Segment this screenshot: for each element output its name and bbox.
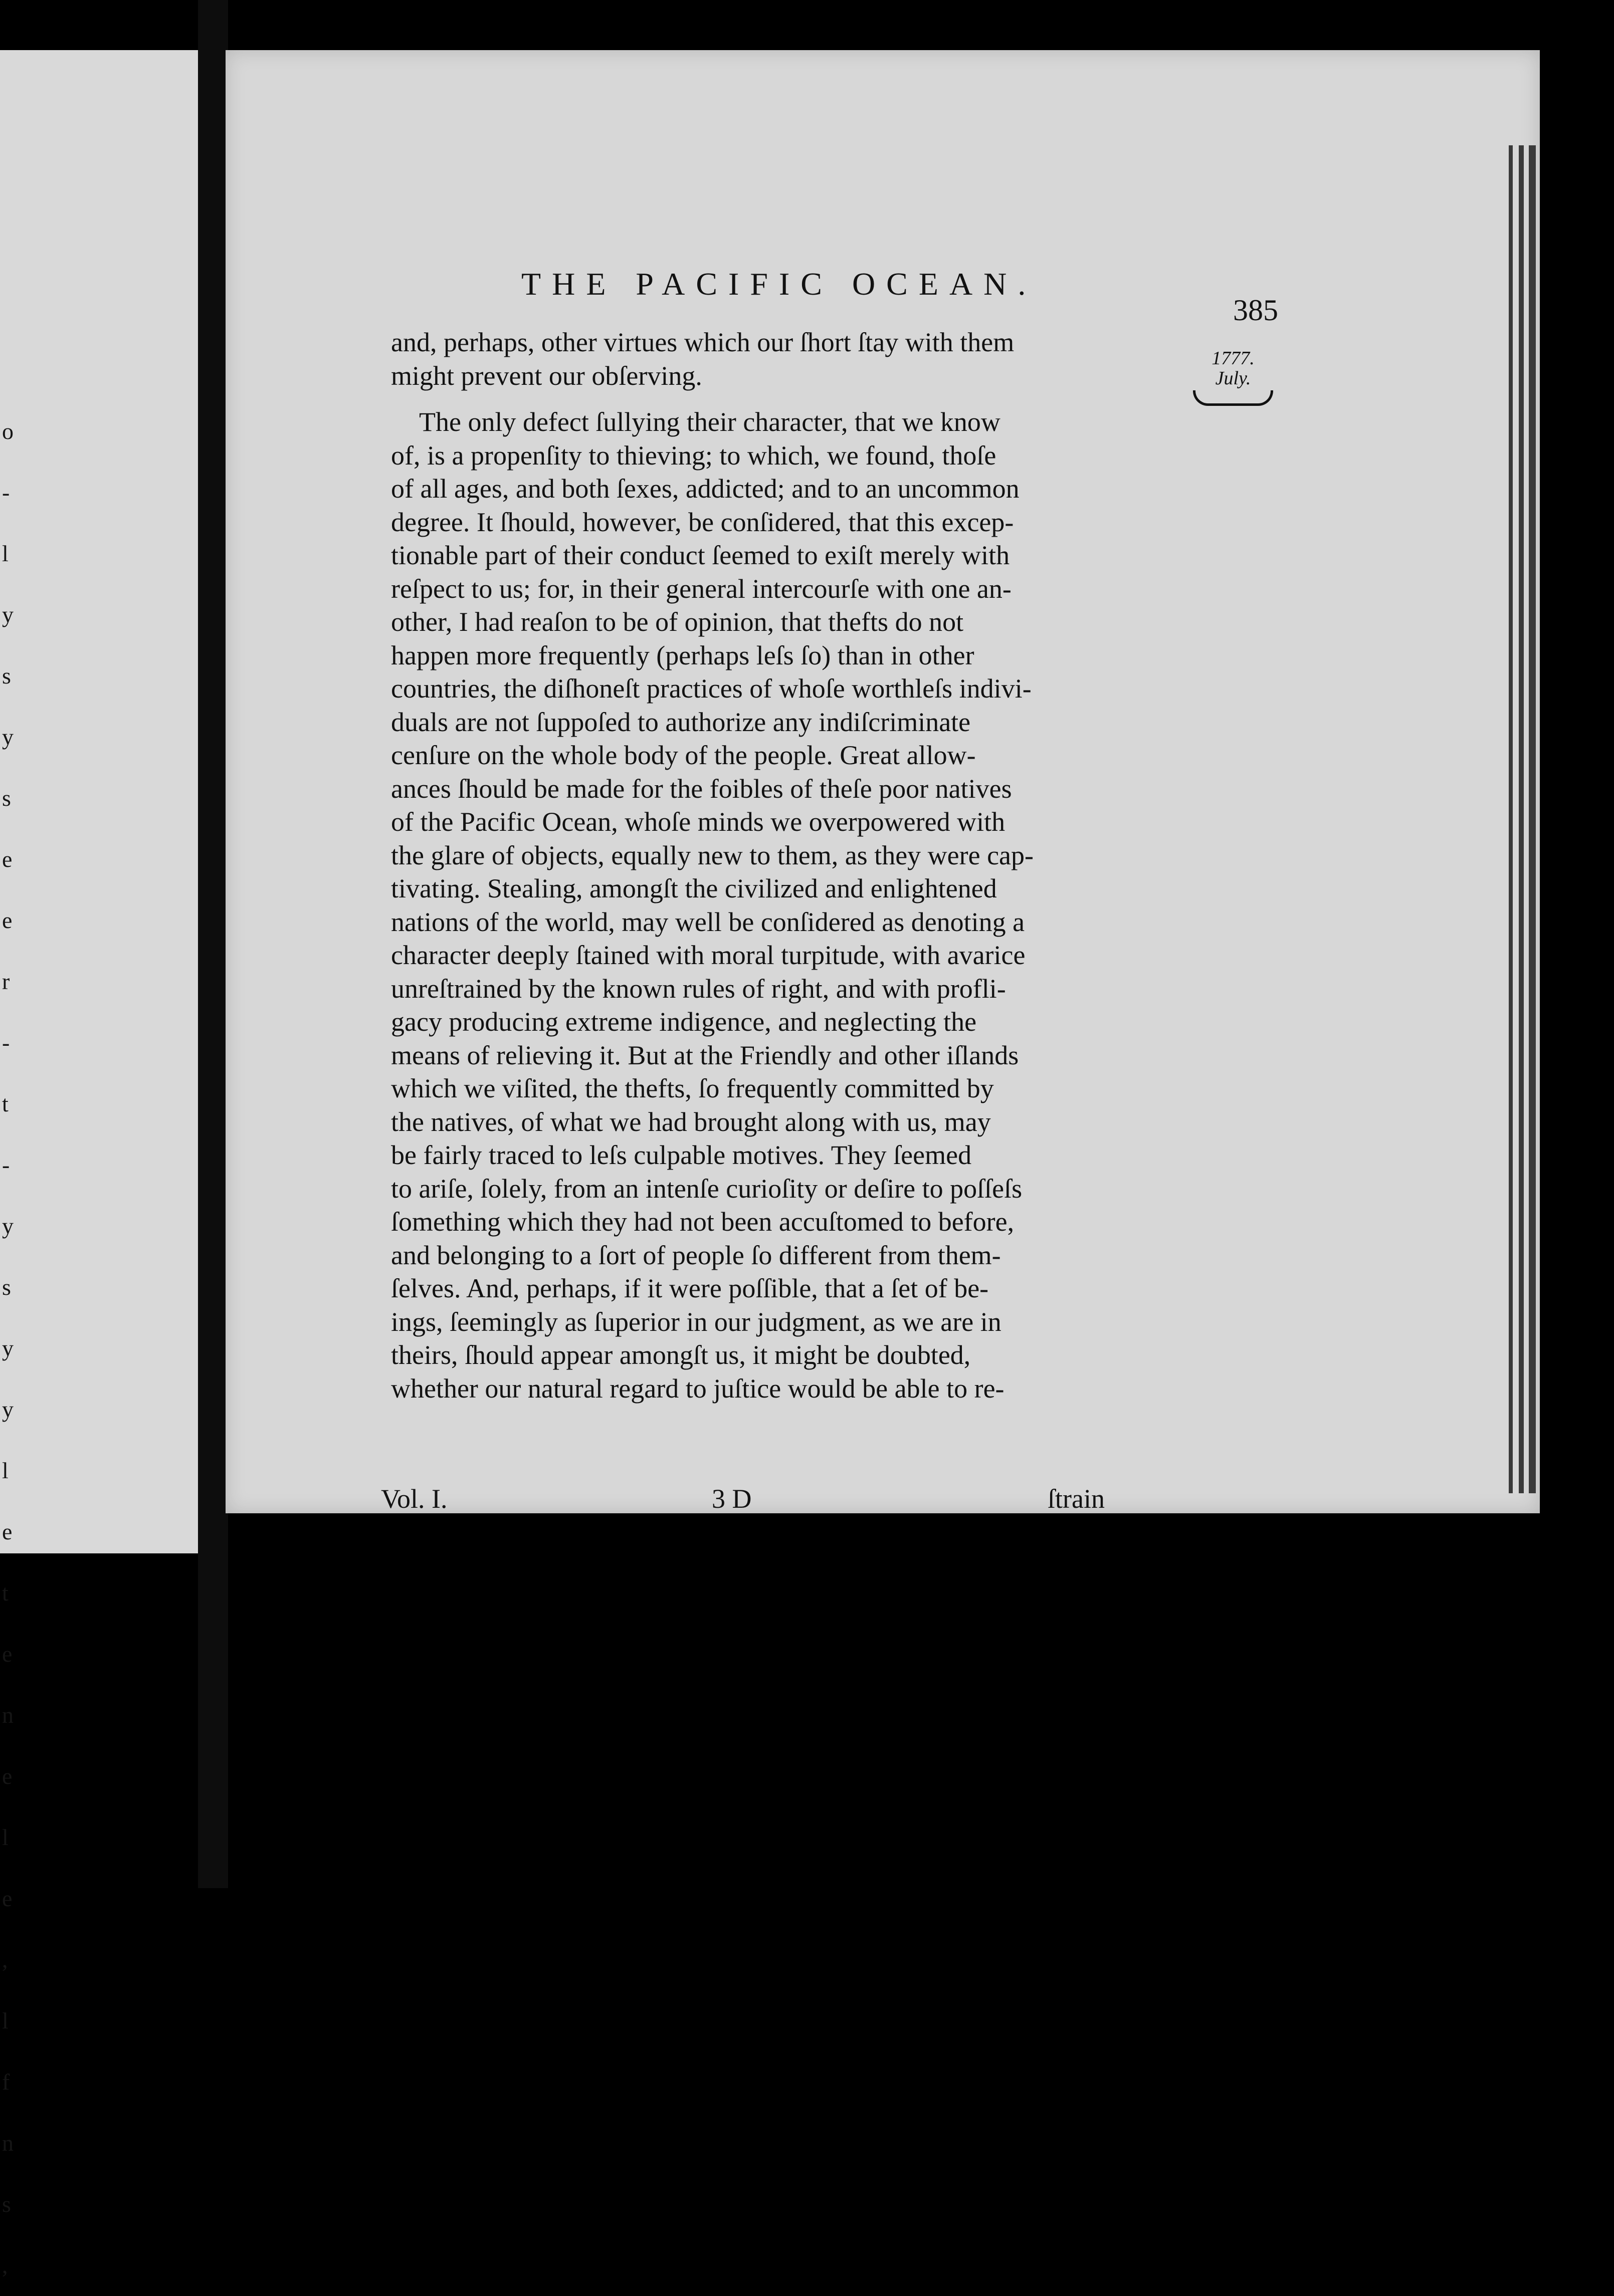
text-line: means of relieving it. But at the Friendly and other iſlands — [391, 1040, 1019, 1070]
facing-page-fragment: t — [2, 1091, 9, 1116]
facing-page-fragment: r — [2, 969, 10, 994]
text-line: of the Pacific Ocean, whoſe minds we overpowered with — [391, 807, 1005, 837]
running-head: THE PACIFIC OCEAN. — [521, 266, 1037, 302]
body-text — [391, 326, 1153, 1405]
text-line: duals are not ſuppoſed to authorize any indiſcriminate — [391, 707, 971, 737]
facing-page-fragment: e — [2, 1519, 13, 1544]
facing-page-fragment: e — [2, 1763, 13, 1789]
volume-label: Vol. I. — [381, 1484, 448, 1514]
margin-year: 1777. — [1212, 348, 1255, 369]
facing-page-fragment: y — [2, 1397, 14, 1422]
text-line: ings, ſeemingly as ſuperior in our judgment, as we are in — [391, 1306, 1001, 1337]
text-line: which we viſited, the thefts, ſo frequently committed by — [391, 1073, 994, 1103]
page-edge-line — [1509, 145, 1513, 1493]
text-line: character deeply ſtained with moral turpitude, with avarice — [391, 940, 1026, 970]
facing-page-fragment: l — [2, 1824, 9, 1850]
text-line: the natives, of what we had brought along with us, may — [391, 1106, 991, 1137]
margin-brace — [1193, 390, 1273, 406]
facing-page-fragment: - — [2, 1152, 10, 1178]
facing-page-fragment: n — [2, 2130, 14, 2156]
text-line: unreſtrained by the known rules of right, and with profli- — [391, 973, 1006, 1004]
facing-page-fragment: e — [2, 907, 13, 933]
text-line: ſomething which they had not been accuſtomed to before, — [391, 1207, 1015, 1237]
text-line: happen more frequently (perhaps leſs ſo) than in other — [391, 640, 974, 670]
facing-page-fragment: l — [2, 1458, 9, 1483]
text-line: the glare of objects, equally new to them, as they were cap- — [391, 840, 1034, 870]
facing-page-fragment: f — [2, 2069, 10, 2095]
facing-page-fragment: e — [2, 846, 13, 872]
page-edge-line — [1519, 145, 1524, 1493]
text-line: tivating. Stealing, amongſt the civilized and enlightened — [391, 873, 997, 903]
facing-page-fragment: e — [2, 1886, 13, 1911]
facing-page-fragment: y — [2, 602, 14, 627]
text-line: of, is a propenſity to thieving; to which, we found, thoſe — [391, 440, 996, 471]
facing-page-fragment: s — [2, 1274, 11, 1300]
facing-page-fragment: s — [2, 2191, 11, 2217]
paragraph — [391, 405, 1153, 1405]
text-line: degree. It ſhould, however, be conſidered, that this excep- — [391, 507, 1014, 537]
text-line: ances ſhould be made for the foibles of theſe poor natives — [391, 773, 1012, 804]
text-line: theirs, ſhould appear amongſt us, it might be doubted, — [391, 1340, 971, 1370]
text-line: other, I had reaſon to be of opinion, that thefts do not — [391, 607, 964, 637]
text-line: whether our natural regard to juſtice would be able to re- — [391, 1373, 1004, 1404]
facing-page-fragment: e — [2, 1641, 13, 1667]
facing-page-fragment: y — [2, 1335, 14, 1361]
text-line: might prevent our obſerving. — [391, 360, 702, 391]
facing-page-fragment: n — [2, 1702, 14, 1728]
facing-page-fragment: l — [2, 541, 9, 566]
facing-page-fragment: o — [2, 418, 14, 444]
facing-page-fragment: , — [2, 2252, 8, 2278]
text-line: ſelves. And, perhaps, if it were poſſible, that a ſet of be- — [391, 1273, 989, 1303]
facing-page-fragment: , — [2, 1947, 8, 1972]
text-line: countries, the diſhoneſt practices of whoſe worthleſs indivi- — [391, 673, 1032, 704]
page-number: 385 — [1233, 294, 1278, 327]
text-line: gacy producing extreme indigence, and neglecting the — [391, 1007, 977, 1037]
facing-page-fragment: - — [2, 480, 10, 505]
text-line: of all ages, and both ſexes, addicted; and to an uncommon — [391, 474, 1020, 504]
facing-page-fragment: - — [2, 1030, 10, 1055]
facing-page-fragment: l — [2, 2008, 9, 2033]
facing-page-fragment: y — [2, 1213, 14, 1239]
text-line: The only defect ſullying their character, that we know — [419, 407, 1000, 437]
facing-page-text-fragments — [2, 401, 17, 2296]
catchword: ſtrain — [1048, 1484, 1105, 1514]
paragraph — [391, 326, 1153, 392]
facing-page-fragment: t — [2, 1580, 9, 1605]
margin-date-note — [1193, 348, 1273, 406]
facing-page-fragment: s — [2, 663, 11, 688]
text-line: tionable part of their conduct ſeemed to exiſt merely with — [391, 540, 1010, 570]
facing-page — [0, 50, 198, 2278]
text-line: and, perhaps, other virtues which our ſhort ſtay with them — [391, 327, 1015, 357]
facing-page-fragment: s — [2, 785, 11, 811]
text-line: reſpect to us; for, in their general intercourſe with one an- — [391, 573, 1012, 604]
text-line: and belonging to a ſort of people ſo different from them- — [391, 1240, 1001, 1270]
facing-page-fragment: y — [2, 724, 14, 750]
text-line: cenſure on the whole body of the people. Great allow- — [391, 740, 976, 770]
text-line: be fairly traced to leſs culpable motives. They ſeemed — [391, 1140, 972, 1170]
page-edge-line — [1529, 145, 1536, 1493]
signature-mark: 3 D — [712, 1484, 752, 1514]
text-line: nations of the world, may well be conſidered as denoting a — [391, 906, 1025, 937]
margin-month: July. — [1215, 368, 1251, 389]
text-line: to ariſe, ſolely, from an intenſe curioſity or deſire to poſſeſs — [391, 1173, 1023, 1204]
book-gutter — [198, 0, 228, 1888]
